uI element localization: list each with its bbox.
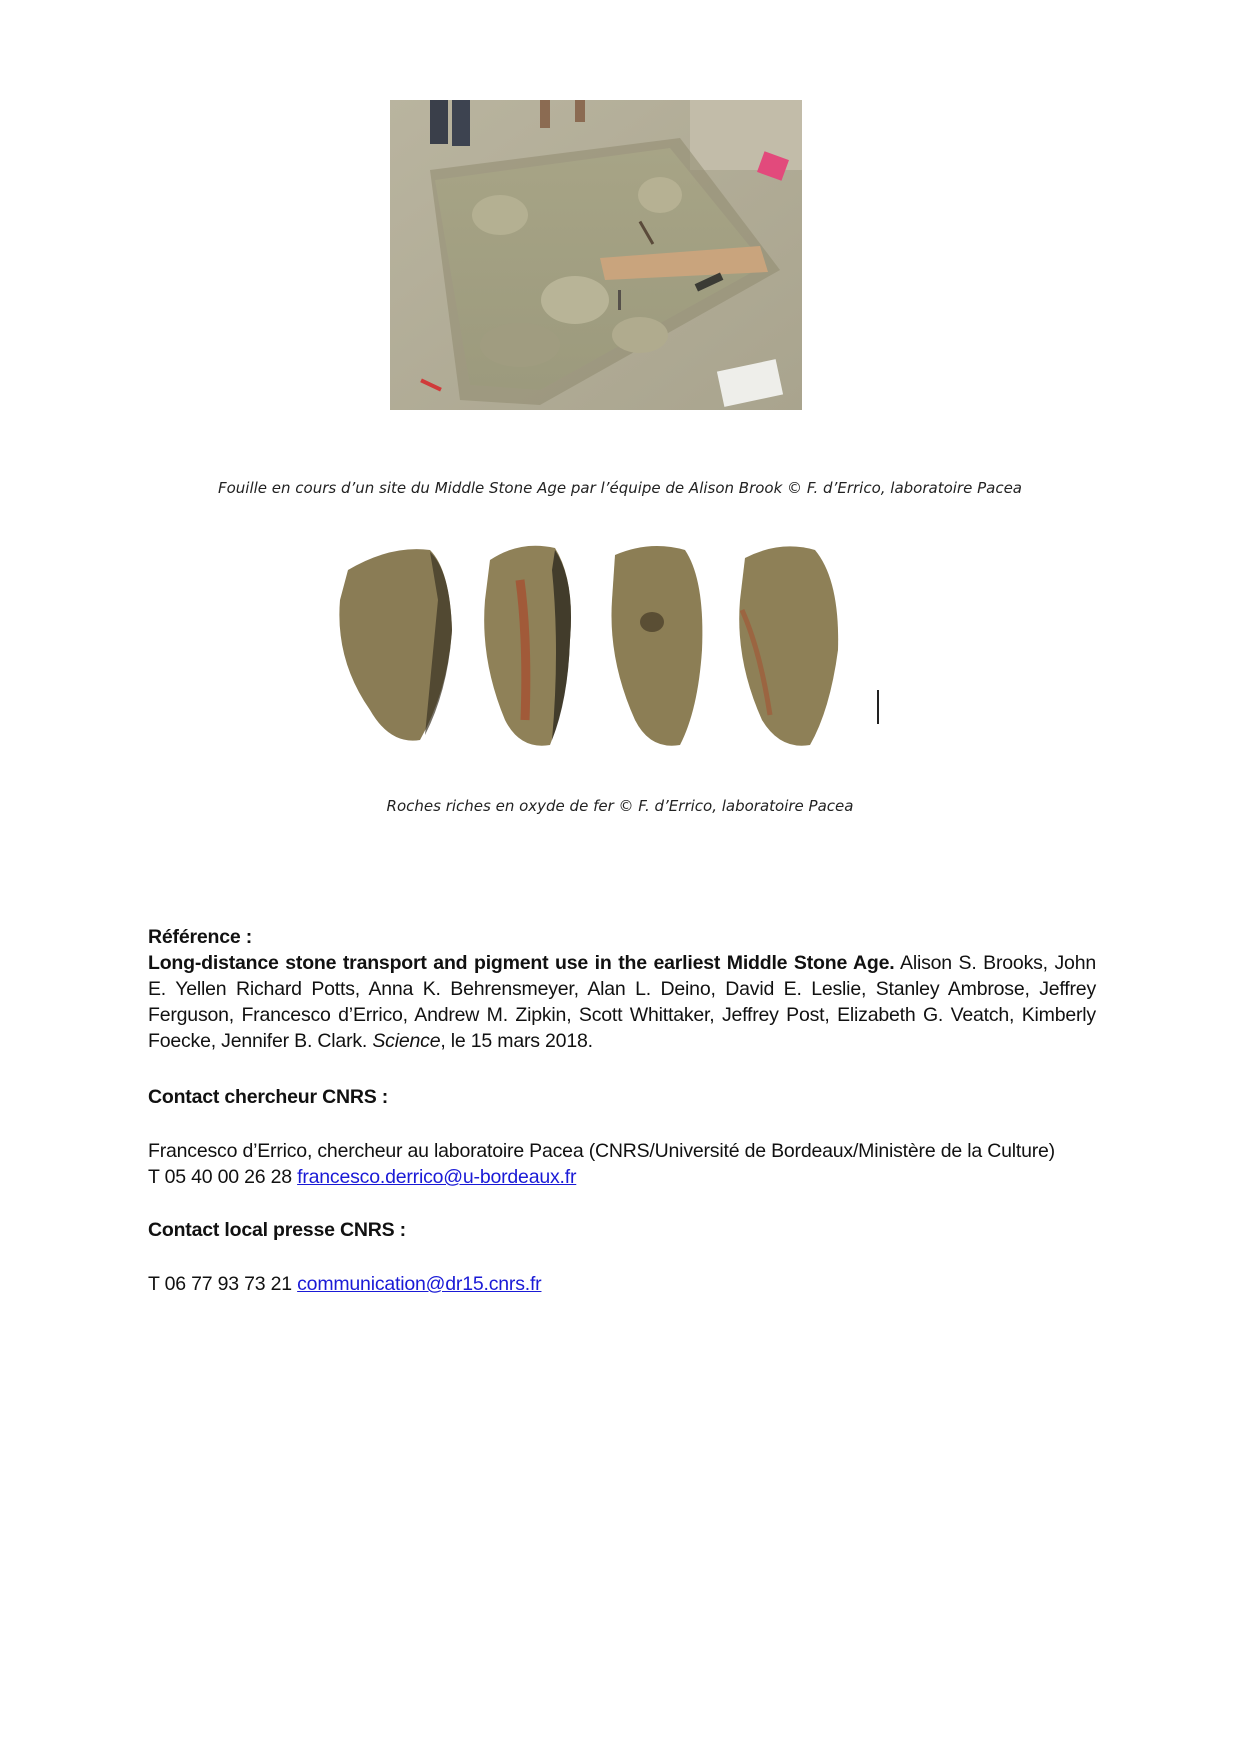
researcher-email-link[interactable]: francesco.derrico@u-bordeaux.fr (297, 1166, 577, 1188)
iron-oxide-rocks-photo (330, 540, 910, 750)
press-email-link[interactable]: communication@dr15.cnrs.fr (297, 1273, 542, 1295)
figure-caption-rocks: Roches riches en oxyde de fer © F. d’Errico, laboratoire Pacea (386, 797, 854, 815)
article-authors: Alison S. Brooks, John E. Yellen Richard Potts, Anna K. Behrensmeyer, Alan L. Deino, David E. Leslie, Stanley Ambrose, Jeffrey Ferguson, Francesco d’Errico, Andrew M. Zipkin, Scott Whittaker, Jeffrey Post, Elizabeth G. Veatch, Kimberly Foecke, Jennifer B. Clark. (148, 952, 1096, 1052)
publication-date: , le 15 mars 2018. (440, 1030, 593, 1052)
excavation-photo (390, 100, 802, 410)
researcher-phone: T 05 40 00 26 28 (148, 1166, 298, 1188)
reference-paragraph (148, 950, 1096, 1054)
press-phone: T 06 77 93 73 21 (148, 1273, 298, 1295)
press-contact-heading: Contact local presse CNRS : (148, 1219, 406, 1241)
article-title: Long-distance stone transport and pigment use in the earliest Middle Stone Age. (148, 952, 895, 974)
journal-name: Science (372, 1030, 441, 1052)
reference-heading: Référence : (148, 926, 253, 948)
press-contact-line (148, 1271, 1096, 1297)
figure-caption-excavation: Fouille en cours d’un site du Middle Stone Age par l’équipe de Alison Brook © F. d’Errico, laboratoire Pacea (217, 479, 1023, 497)
researcher-contact-heading: Contact chercheur CNRS : (148, 1086, 389, 1108)
researcher-contact-line (148, 1164, 1096, 1190)
researcher-name-line: Francesco d’Errico, chercheur au laboratoire Pacea (CNRS/Université de Bordeaux/Ministère de la Culture) (148, 1140, 1055, 1162)
